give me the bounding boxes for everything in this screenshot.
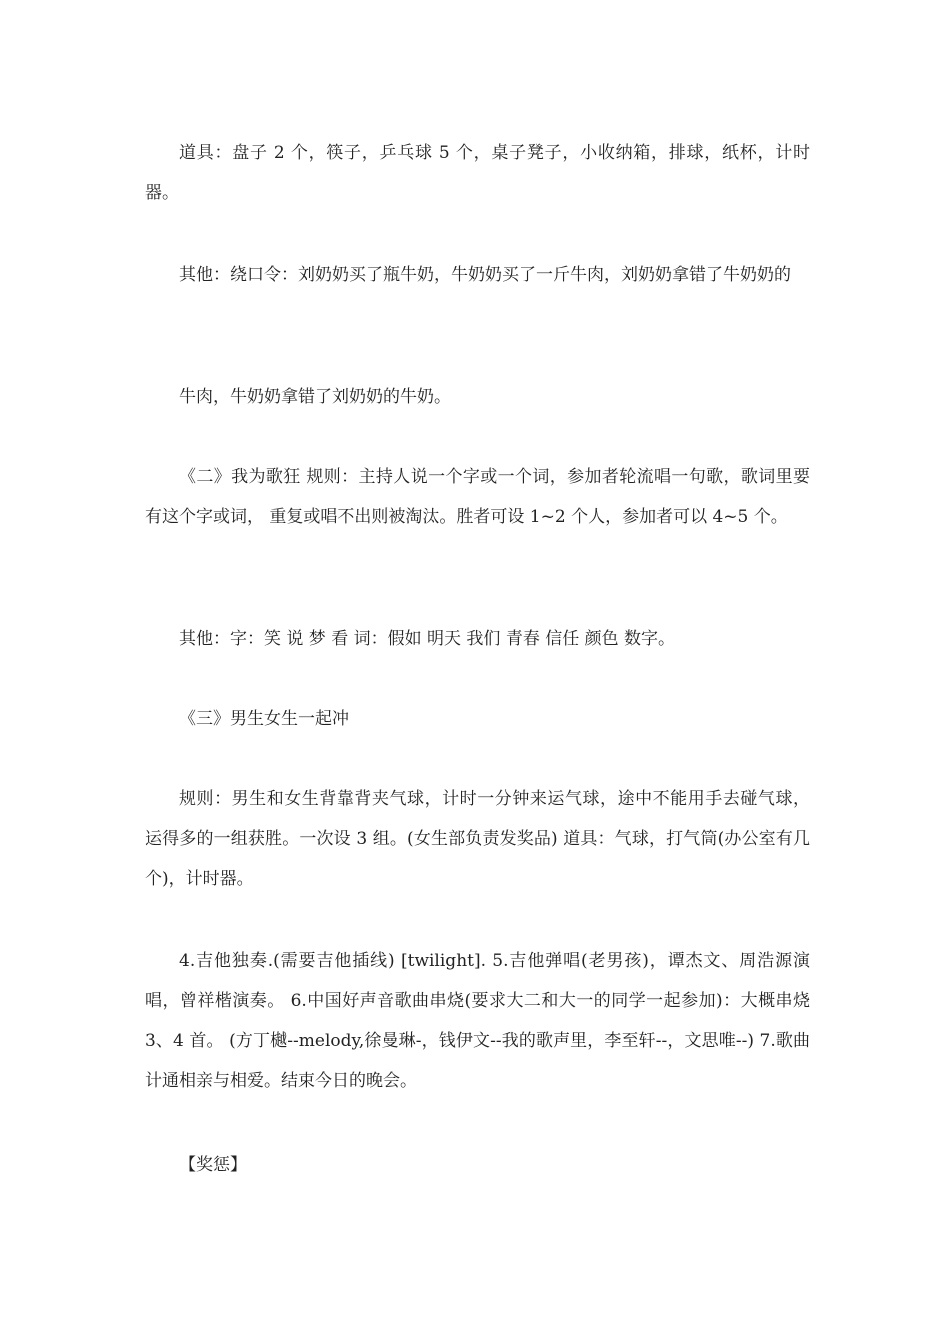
game-two-rules-paragraph: 《二》我为歌狂 规则：主持人说一个字或一个词，参加者轮流唱一句歌，歌词里要有这个字或词， 重复或唱不出则被淘汰。胜者可设 1~2 个人，参加者可以 4~5 个。 [145, 467, 810, 527]
tongue-twister-paragraph: 其他：绕口令：刘奶奶买了瓶牛奶，牛奶奶买了一斤牛肉，刘奶奶拿错了牛奶奶的 [179, 265, 791, 285]
game-three-heading: 《三》男生女生一起冲 [179, 709, 349, 729]
tongue-twister-continued-paragraph: 牛肉，牛奶奶拿错了刘奶奶的牛奶。 [179, 387, 451, 407]
rewards-heading: 【奖惩】 [179, 1155, 247, 1175]
game-three-rules-paragraph: 规则：男生和女生背靠背夹气球，计时一分钟来运气球，途中不能用手去碰气球， 运得多的一组获胜。一次设 3 组。(女生部负责发奖品) 道具：气球，打气筒(办公室有几个)，计时器。 [145, 789, 810, 889]
props-paragraph: 道具：盘子 2 个，筷子，乒乓球 5 个，桌子凳子，小收纳箱，排球，纸杯，计时器。 [145, 143, 810, 203]
program-list-paragraph: 4.吉他独奏.(需要吉他插线) [twilight]. 5.吉他弹唱(老男孩)，谭杰文、周浩源演唱，曾祥楷演奏。 6.中国好声音歌曲串烧(要求大二和大一的同学一起参加)：大概串烧 3、4 首。 (方丁樾--melody,徐曼琳-，钱伊文--我的歌声里，李至轩--，文思唯--) 7.歌曲计通相亲与相爱。结束今日的晚会。 [145, 951, 810, 1091]
game-two-words-paragraph: 其他：字：笑 说 梦 看 词：假如 明天 我们 青春 信任 颜色 数字。 [179, 629, 676, 649]
